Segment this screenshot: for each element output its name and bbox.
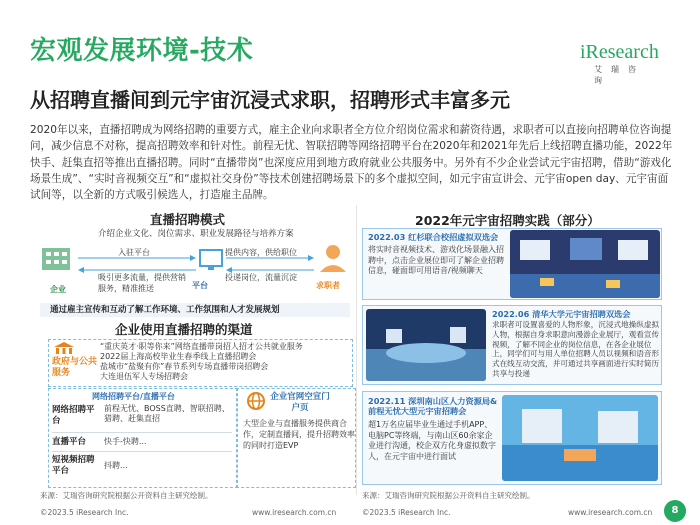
gov-label: 政府与公共服务 xyxy=(52,357,98,378)
platform-desc-recruit: 前程无忧、BOSS直聘、智联招聘、猎聘、赶集直招 xyxy=(104,404,230,423)
case-title: 2022.06 清华大学元宇宙招聘双选会 xyxy=(492,309,631,319)
iresearch-logo xyxy=(580,41,660,85)
case-title: 2022.03 红杉联合校招虚拟双选会 xyxy=(368,232,499,242)
platform-head: 网络招聘平台/直播平台 xyxy=(92,392,175,401)
enterprise-building-icon xyxy=(42,248,70,270)
gov-item: 2022届上海高校毕业生春季线上直播招聘会 xyxy=(100,352,257,361)
page-subtitle: 从招聘直播间到元宇宙沉浸式求职，招聘形式丰富多元 xyxy=(30,88,510,112)
gov-list xyxy=(100,342,350,382)
metaverse-fair-screenshot-2 xyxy=(366,309,486,381)
source-note-right: 来源：艾瑞咨询研究院根据公开资料自主研究绘制。 xyxy=(362,491,535,500)
metaverse-fair-screenshot-3 xyxy=(502,395,658,481)
mode-title: 直播招聘模式 xyxy=(150,212,226,227)
mode-caption: 介绍企业文化、岗位需求、职业发展路径与培养方案 xyxy=(98,229,294,239)
jobseeker-avatar-icon xyxy=(320,245,346,272)
divider xyxy=(52,451,232,452)
enterprise-label: 企业 xyxy=(50,285,66,294)
gov-item: 大连退伍军人专场招聘会 xyxy=(100,372,188,381)
recruitment-flow-diagram xyxy=(40,238,360,304)
metaverse-fair-screenshot-1 xyxy=(510,230,660,298)
divider xyxy=(52,432,232,433)
platform-desc-short-video: 抖聘... xyxy=(104,461,128,470)
logo-brand: iResearch xyxy=(580,41,659,63)
entry-fee-label: 入驻平台 xyxy=(118,248,150,257)
provide-label: 提供内容，供给职位 xyxy=(225,248,297,257)
platform-label-live: 直播平台 xyxy=(52,437,87,447)
gov-item: “重庆英才·职等你来”网络直播带岗招人招才公共就业服务 xyxy=(100,342,303,351)
footer-copyright-right: ©2023.5 iResearch Inc. xyxy=(362,508,451,517)
attract-label: 吸引更多流量，提供营销服务，精准推送 xyxy=(98,273,186,293)
delivery-label: 投递岗位，流量沉淀 xyxy=(225,273,297,282)
case-desc: 超1万名应届毕业生通过手机APP、电脑PC等终端，与南山区60余家企业进行沟通，校企双方化身虚拟数字人，在元宇宙中进行面试 xyxy=(368,420,496,461)
platform-label: 平台 xyxy=(192,281,208,290)
practice-title: 2022年元宇宙招聘实践（部分） xyxy=(415,213,600,228)
official-desc: 大型企业与直播服务提供商合作，定制直播间，提升招聘效率的同时打造EVP xyxy=(243,419,355,450)
page-number: 8 xyxy=(664,500,686,522)
footer-url-left: www.iresearch.com.cn xyxy=(252,508,337,517)
intro-paragraph: 2020年以来，直播招聘成为网络招聘的重要方式，雇主企业向求职者全方位介绍岗位需求和薪资待遇，求职者可以直接向招聘单位咨询提问，减少信息不对称，提高招聘效率和针对性。前程无忧、智联招聘等网络招聘平台在2020年和2021年先后上线招聘直播功能，2022年快手、赶集直招等推出直播招聘。同时“直播带岗”也深度应用到地方政府就业公共服务中。另外有不少企业尝试元宇宙招聘，借助“游戏化场景生成”、“实时音视频交互”和“虚拟社交身份”等技术创建招聘场景下的多个虚拟空间，如元宇宙宣讲会、元宇宙open day、元宇宙面试间等，以全新的方式吸引候选人，打造雇主品牌。 xyxy=(30,124,673,202)
platform-desc-live: 快手-快聘... xyxy=(104,437,147,446)
page-title: 宏观发展环境-技术 xyxy=(30,36,254,66)
government-building-icon xyxy=(54,342,74,356)
platform-label-recruit: 网络招聘平台 xyxy=(52,405,95,426)
footer-copyright-left: ©2023.5 iResearch Inc. xyxy=(40,508,129,517)
website-globe-icon xyxy=(246,391,266,411)
official-head: 企业官网空宣门户页 xyxy=(270,392,330,413)
panel-divider xyxy=(356,205,357,495)
case-desc: 求职者可设置喜爱的人物形象，沉浸式地操纵虚拟人物，根据自身求职意向漫游企业展厅，观看宣传视频，了解不同企业的岗位信息，在各企业展位上，同学们可与用人单位招聘人员以视频和语音形式在线互动交流，并可通过共享画面进行实时简历共享与投递 xyxy=(492,320,660,378)
case-desc: 将实时音视频技术、游戏化场景融入招聘中，点击企业展位即可了解企业招聘信息，碰面即可用语音/视频聊天 xyxy=(368,245,504,275)
source-note-left: 来源：艾瑞咨询研究院根据公开资料自主研究绘制。 xyxy=(40,491,213,500)
notes-text: 通过雇主宣传和互动了解工作环境、工作氛围和人才发展规划 xyxy=(50,305,280,315)
jobseeker-label: 求职者 xyxy=(316,281,340,290)
footer-url-right: www.iresearch.com.cn xyxy=(568,508,653,517)
case-title: 2022.11 深圳南山区人力资源局&前程无忧大型元宇宙招聘会 xyxy=(368,396,498,416)
channel-title: 企业使用直播招聘的渠道 xyxy=(115,322,253,337)
platform-label-short-video: 短视频招聘平台 xyxy=(52,455,95,476)
platform-monitor-icon xyxy=(200,250,222,270)
logo-cn: 艾瑞咨询 xyxy=(594,65,645,85)
gov-item: 盐城市“盐聚有你”春节系列专场直播带岗招聘会 xyxy=(100,362,269,371)
